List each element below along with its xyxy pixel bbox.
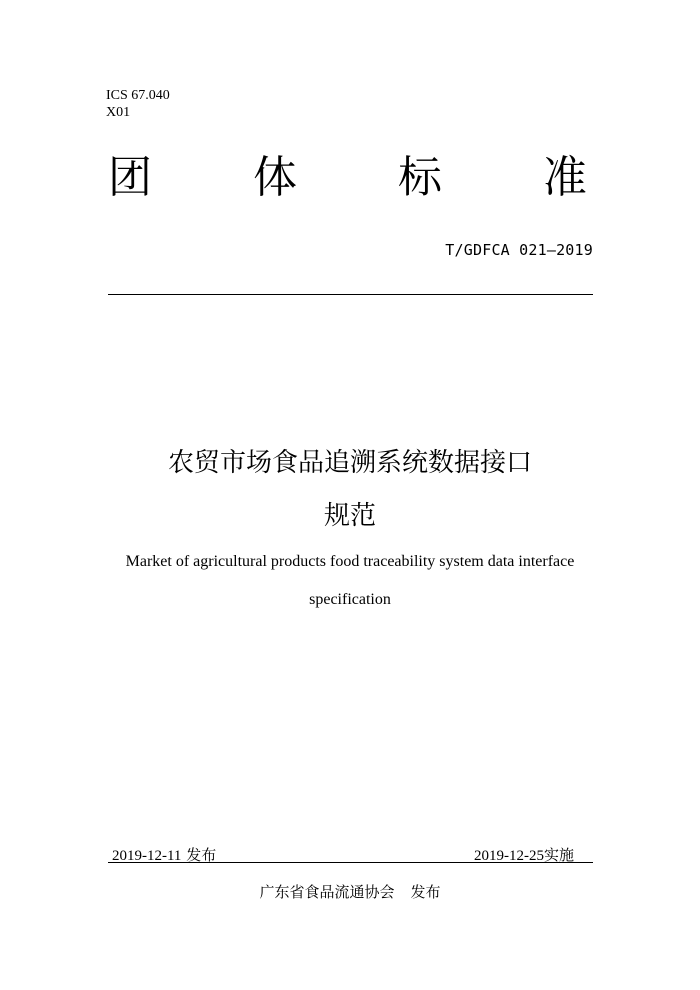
implementation-label: 实施 — [543, 846, 574, 864]
english-title-line-1: Market of agricultural products food traceability system data interface — [125, 553, 575, 570]
chinese-title-line-2: 规范 — [323, 501, 376, 531]
issue-label: 发布 — [186, 846, 217, 864]
implementation-date: 2019-12-25 — [473, 848, 544, 864]
header-divider — [108, 294, 593, 295]
footer-divider — [108, 862, 593, 863]
standard-type-char-4: 准 — [543, 152, 587, 203]
standard-type-char-3: 标 — [398, 152, 442, 203]
chinese-title-line-1: 农贸市场食品追溯系统数据接口 — [167, 448, 532, 478]
english-title-line-2: specification — [309, 591, 391, 608]
standard-number: T/GDFCA 021—2019 — [445, 241, 593, 259]
standard-type-char-1: 团 — [108, 152, 152, 203]
publisher-action: 发布 — [410, 883, 441, 901]
publisher-name: 广东省食品流通协会 — [259, 883, 395, 901]
publisher-line — [0, 882, 700, 902]
issue-date: 2019-12-11 — [112, 848, 182, 864]
ics-code: ICS 67.040 — [106, 88, 170, 103]
standard-type-char-2: 体 — [253, 152, 297, 203]
classification-code: X01 — [106, 105, 131, 120]
